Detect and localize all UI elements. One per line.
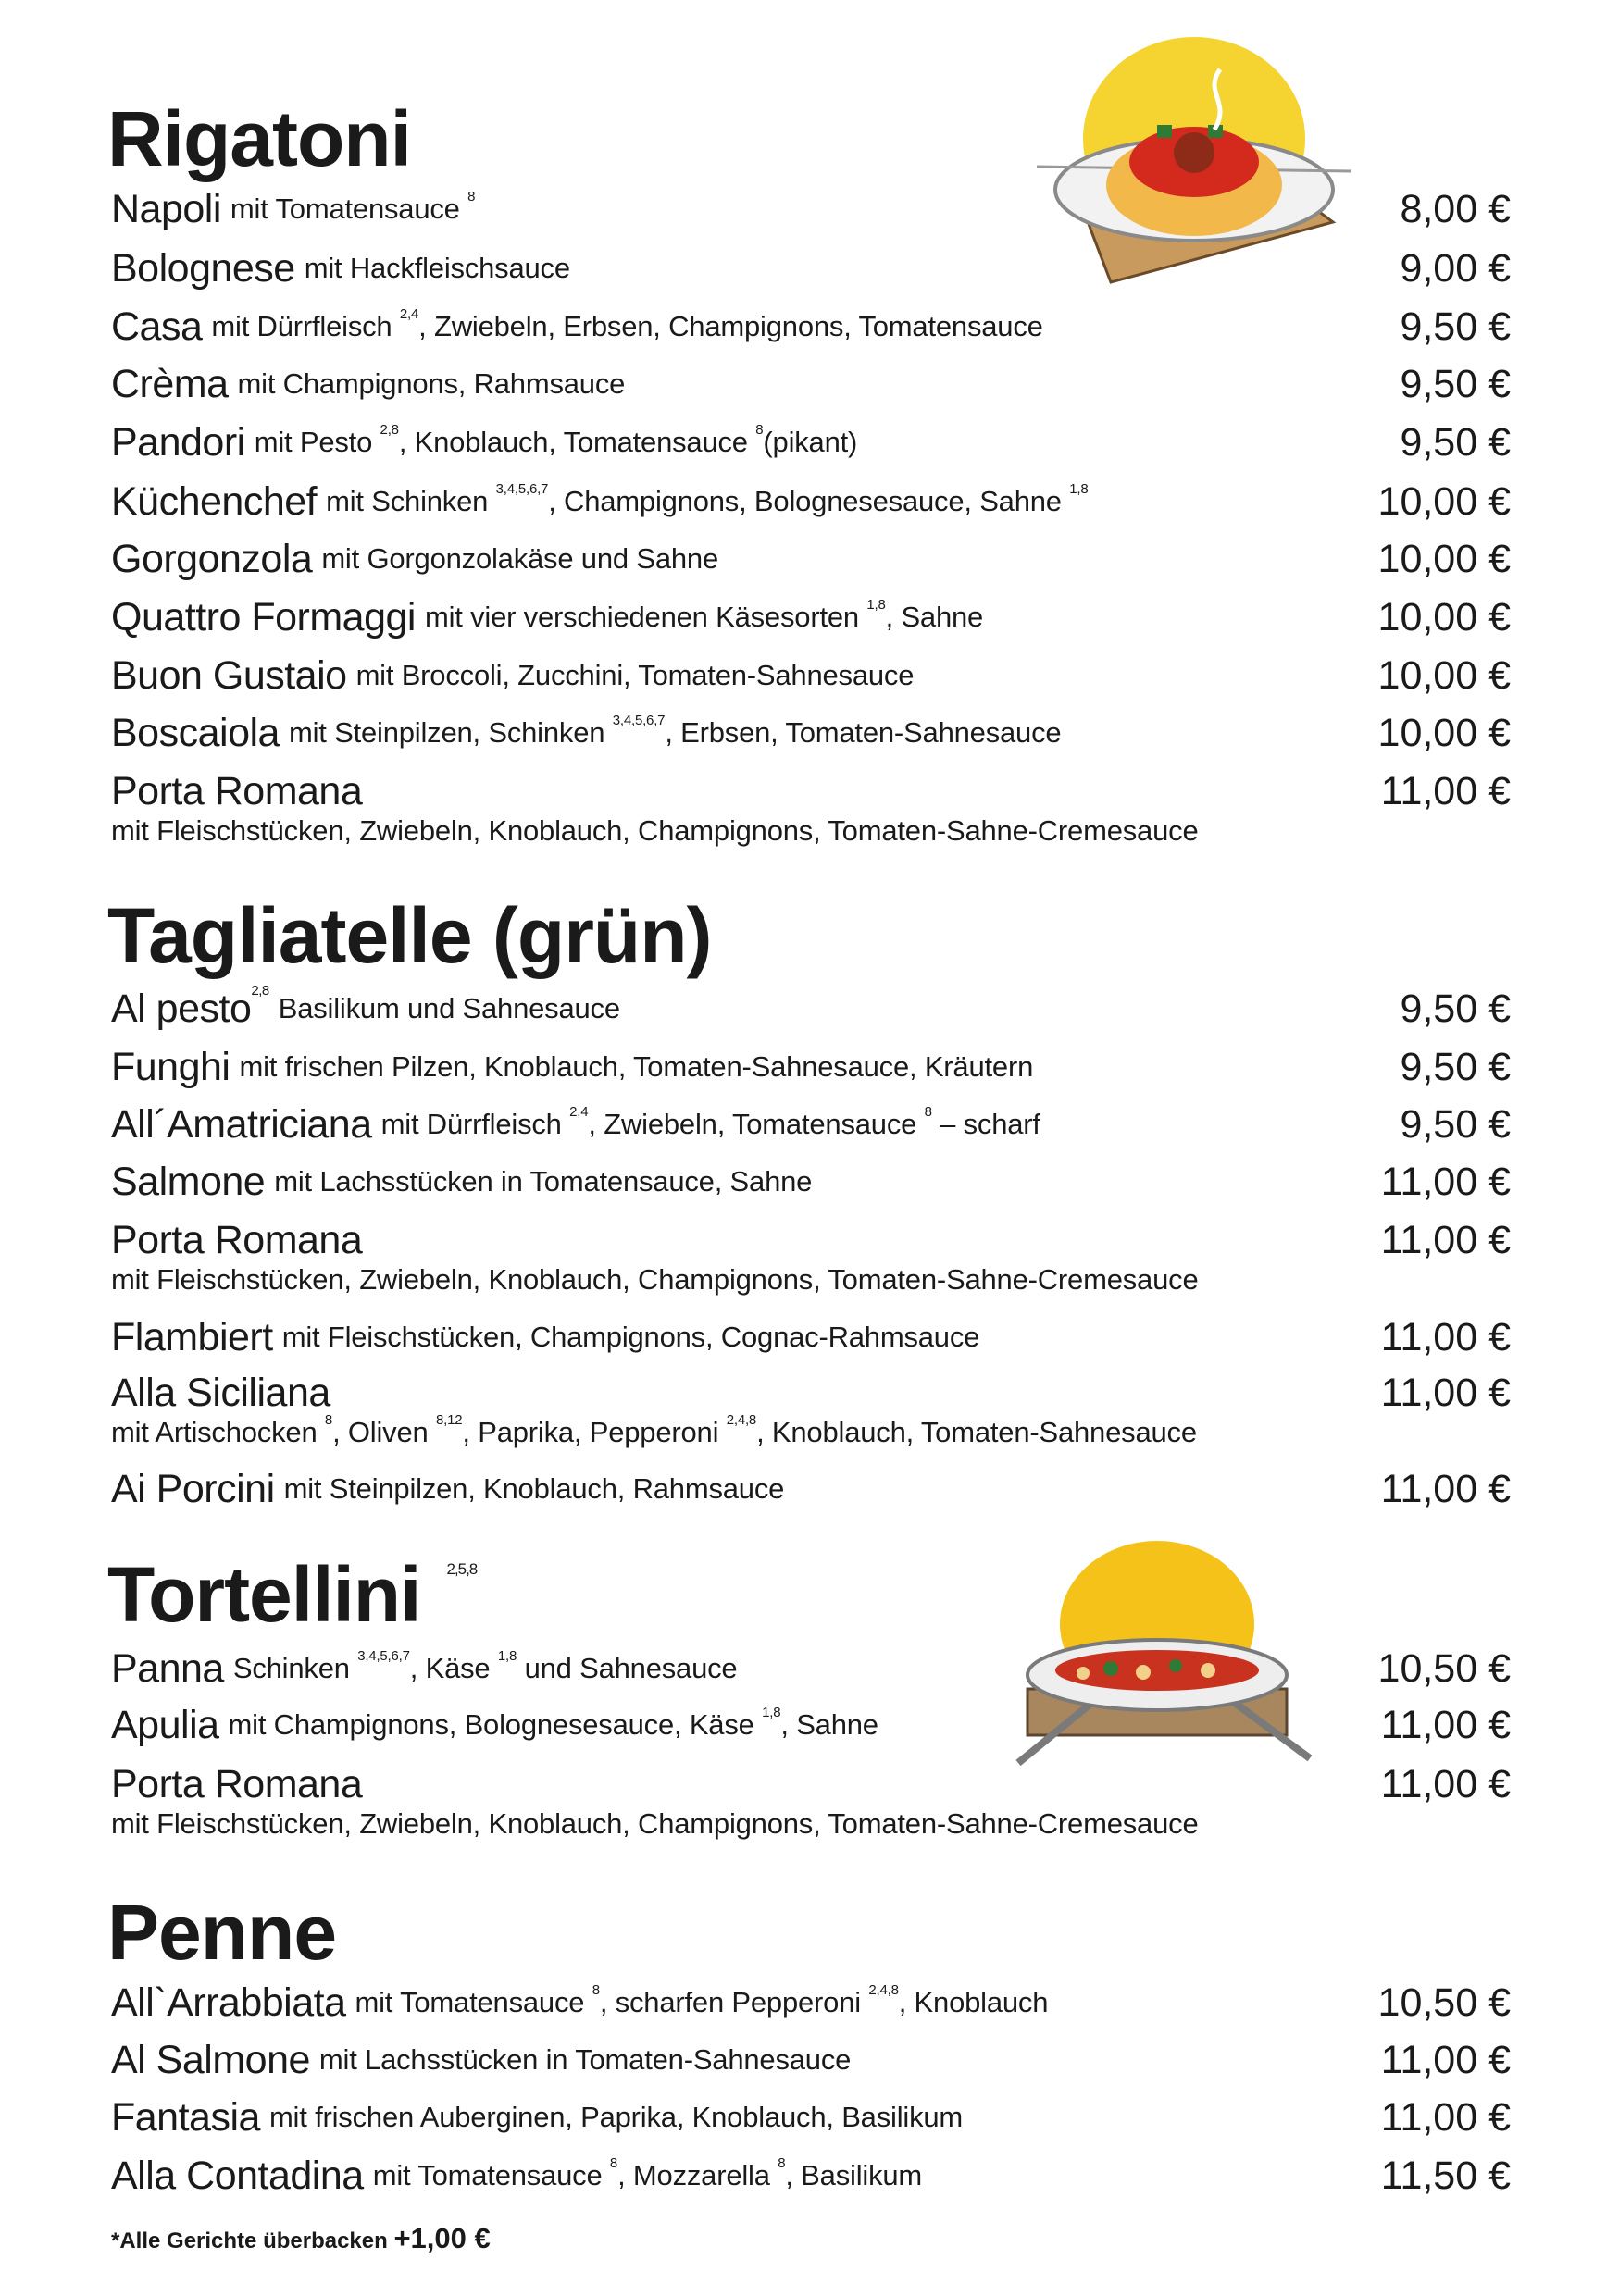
item-description: mit Lachsstücken in Tomatensauce, Sahne [274, 1165, 813, 1198]
item-price: 9,50 € [1400, 1044, 1511, 1089]
basil-leaf [1157, 125, 1172, 138]
footnote-fee: +1,00 € [393, 2222, 491, 2254]
item-description: mit vier verschiedenen Käsesorten $^{1,8}$, Sahne [424, 597, 984, 633]
section-heading-tagliatelle: Tagliatelle (grün) [107, 892, 712, 979]
item-description: mit Dürrfleisch $^{2,4}$, Zwiebeln, Tomatensauce $^8$ – scharf [380, 1104, 1040, 1140]
item-price: 11,00 € [1380, 1370, 1511, 1415]
item-price: 9,50 € [1400, 986, 1511, 1031]
menu-item [111, 983, 1511, 1035]
item-description: mit Pesto $^{2,8}$, Knoblauch, Tomatensauce $^8$(pikant) [254, 422, 858, 458]
item-name: Küchenchef [111, 478, 318, 524]
item-price: 10,50 € [1377, 1645, 1511, 1691]
item-description: mit Hackfleischsauce [304, 252, 570, 284]
menu-item [111, 1098, 1511, 1150]
item-price: 11,00 € [1380, 1761, 1511, 1806]
item-price: 9,50 € [1400, 419, 1511, 465]
item-price: 10,00 € [1377, 710, 1511, 755]
item-description: Basilikum und Sahnesauce [278, 992, 620, 1024]
item-name: Pandori [111, 419, 245, 465]
section-heading-rigatoni: Rigatoni [107, 95, 411, 182]
menu-item [111, 765, 1511, 817]
item-name: Bolognese [111, 245, 295, 291]
meatball [1174, 132, 1214, 173]
item-price: 11,00 € [1380, 1314, 1511, 1359]
item-price: 9,50 € [1400, 1101, 1511, 1147]
item-description: mit Tomatensauce $^8$ [230, 189, 476, 225]
item-description: mit frischen Auberginen, Paprika, Knoblauch, Basilikum [268, 2101, 964, 2133]
menu-item [111, 1214, 1511, 1266]
item-description: mit Fleischstücken, Zwiebeln, Knoblauch, Champignons, Tomaten-Sahne-Cremesauce [111, 814, 1199, 847]
item-price: 9,50 € [1400, 304, 1511, 349]
menu-item [111, 533, 1511, 585]
menu-item [111, 242, 1511, 294]
item-description: mit frischen Pilzen, Knoblauch, Tomaten-Sahnesauce, Kräutern [239, 1050, 1034, 1083]
menu-item [111, 1041, 1511, 1093]
item-description: mit Gorgonzolakäse und Sahne [321, 542, 718, 575]
item-description: mit Lachsstücken in Tomaten-Sahnesauce [318, 2043, 852, 2076]
item-description: mit Fleischstücken, Champignons, Cognac-Rahmsauce [281, 1321, 980, 1353]
footnote [111, 2222, 491, 2255]
menu-item [111, 2091, 1511, 2143]
footnote-text: *Alle Gerichte überbacken [111, 2228, 394, 2253]
menu-item [111, 1367, 1511, 1419]
item-name: Gorgonzola [111, 536, 313, 581]
item-description: mit Steinpilzen, Schinken $^{3,4,5,6,7}$, Erbsen, Tomaten-Sahnesauce [288, 713, 1062, 749]
item-name: Buon Gustaio [111, 652, 347, 698]
item-name: Panna [111, 1645, 224, 1691]
item-description: mit Dürrfleisch $^{2,4}$, Zwiebeln, Erbsen, Champignons, Tomatensauce [211, 306, 1043, 342]
item-price: 11,00 € [1380, 768, 1511, 813]
item-name: All´Amatriciana [111, 1101, 372, 1147]
menu-item [111, 183, 1511, 235]
item-price: 10,00 € [1377, 478, 1511, 524]
item-price: 9,00 € [1400, 245, 1511, 291]
allergen-codes: 2,5,8 [446, 1560, 478, 1578]
item-name: Porta Romana [111, 1217, 363, 1262]
item-description: mit Schinken $^{3,4,5,6,7}$, Champignons, Bolognesesauce, Sahne $^{1,8}$ [326, 481, 1089, 517]
item-description: mit Artischocken $^8$, Oliven $^{8,12}$, Paprika, Pepperoni $^{2,4,8}$, Knoblauch, Tomaten-Sahnesauce [111, 1412, 1197, 1448]
item-name: Fantasia [111, 2094, 260, 2140]
menu-item [111, 1311, 1511, 1363]
item-name: Al Salmone [111, 2037, 310, 2082]
item-name: Flambiert [111, 1314, 273, 1359]
menu-item [111, 1156, 1511, 1208]
item-price: 9,50 € [1400, 361, 1511, 406]
item-description: mit Champignons, Rahmsauce [237, 367, 626, 400]
item-name: Apulia [111, 1702, 219, 1747]
item-name: Alla Siciliana [111, 1370, 330, 1415]
menu-item [111, 707, 1511, 759]
item-name: Crèma [111, 361, 229, 406]
menu-item [111, 1463, 1511, 1515]
menu-item [111, 1758, 1511, 1810]
menu-item [111, 358, 1511, 410]
item-name: Alla Contadina [111, 2153, 364, 2198]
menu-item [111, 2034, 1511, 2086]
menu-item [111, 1643, 1511, 1694]
item-name: Salmone [111, 1159, 266, 1204]
item-name: Napoli [111, 186, 221, 231]
item-price: 11,00 € [1380, 1702, 1511, 1747]
item-name: Boscaiola [111, 710, 280, 755]
item-description: mit Champignons, Bolognesesauce, Käse $^{1,8}$, Sahne [228, 1705, 878, 1741]
item-price: 11,00 € [1380, 1466, 1511, 1511]
item-price: 11,50 € [1380, 2153, 1511, 2198]
item-description: Schinken $^{3,4,5,6,7}$, Käse $^{1,8}$ und Sahnesauce [232, 1648, 738, 1684]
section-heading-tortellini: Tortellini $^{2,5,8}$ [107, 1551, 478, 1638]
item-price: 11,00 € [1380, 2037, 1511, 2082]
menu-item [111, 1977, 1511, 2029]
item-price: 10,00 € [1377, 652, 1511, 698]
section-heading-penne: Penne [107, 1889, 337, 1976]
menu-item [111, 650, 1511, 701]
item-price: 10,00 € [1377, 594, 1511, 639]
item-name: Ai Porcini [111, 1466, 275, 1511]
menu-item [111, 416, 1511, 468]
item-description: mit Tomatensauce $^8$, Mozzarella $^8$, Basilikum [372, 2155, 923, 2191]
menu-item [111, 476, 1511, 527]
item-name: Casa [111, 304, 203, 349]
item-description: mit Fleischstücken, Zwiebeln, Knoblauch, Champignons, Tomaten-Sahne-Cremesauce [111, 1807, 1199, 1840]
item-description: mit Broccoli, Zucchini, Tomaten-Sahnesauce [355, 659, 915, 691]
item-description: mit Tomatensauce $^8$, scharfen Pepperoni $^{2,4,8}$, Knoblauch [355, 1982, 1049, 2018]
menu-item [111, 1699, 1511, 1751]
menu-item [111, 2150, 1511, 2202]
item-description: mit Fleischstücken, Zwiebeln, Knoblauch, Champignons, Tomaten-Sahne-Cremesauce [111, 1263, 1199, 1296]
item-price: 10,00 € [1377, 536, 1511, 581]
item-price: 11,00 € [1380, 2094, 1511, 2140]
menu-item [111, 591, 1511, 643]
item-name: Porta Romana [111, 768, 363, 813]
item-price: 11,00 € [1380, 1159, 1511, 1204]
item-name: Al pesto$^{2,8}$ [111, 982, 269, 1031]
item-name: Quattro Formaggi [111, 594, 416, 639]
item-price: 10,50 € [1377, 1980, 1511, 2025]
item-name: Funghi [111, 1044, 230, 1089]
item-description: mit Steinpilzen, Knoblauch, Rahmsauce [283, 1472, 785, 1505]
item-price: 11,00 € [1380, 1217, 1511, 1262]
item-name: All`Arrabbiata [111, 1980, 346, 2025]
menu-item [111, 301, 1511, 353]
item-price: 8,00 € [1400, 186, 1511, 231]
item-name: Porta Romana [111, 1761, 363, 1806]
